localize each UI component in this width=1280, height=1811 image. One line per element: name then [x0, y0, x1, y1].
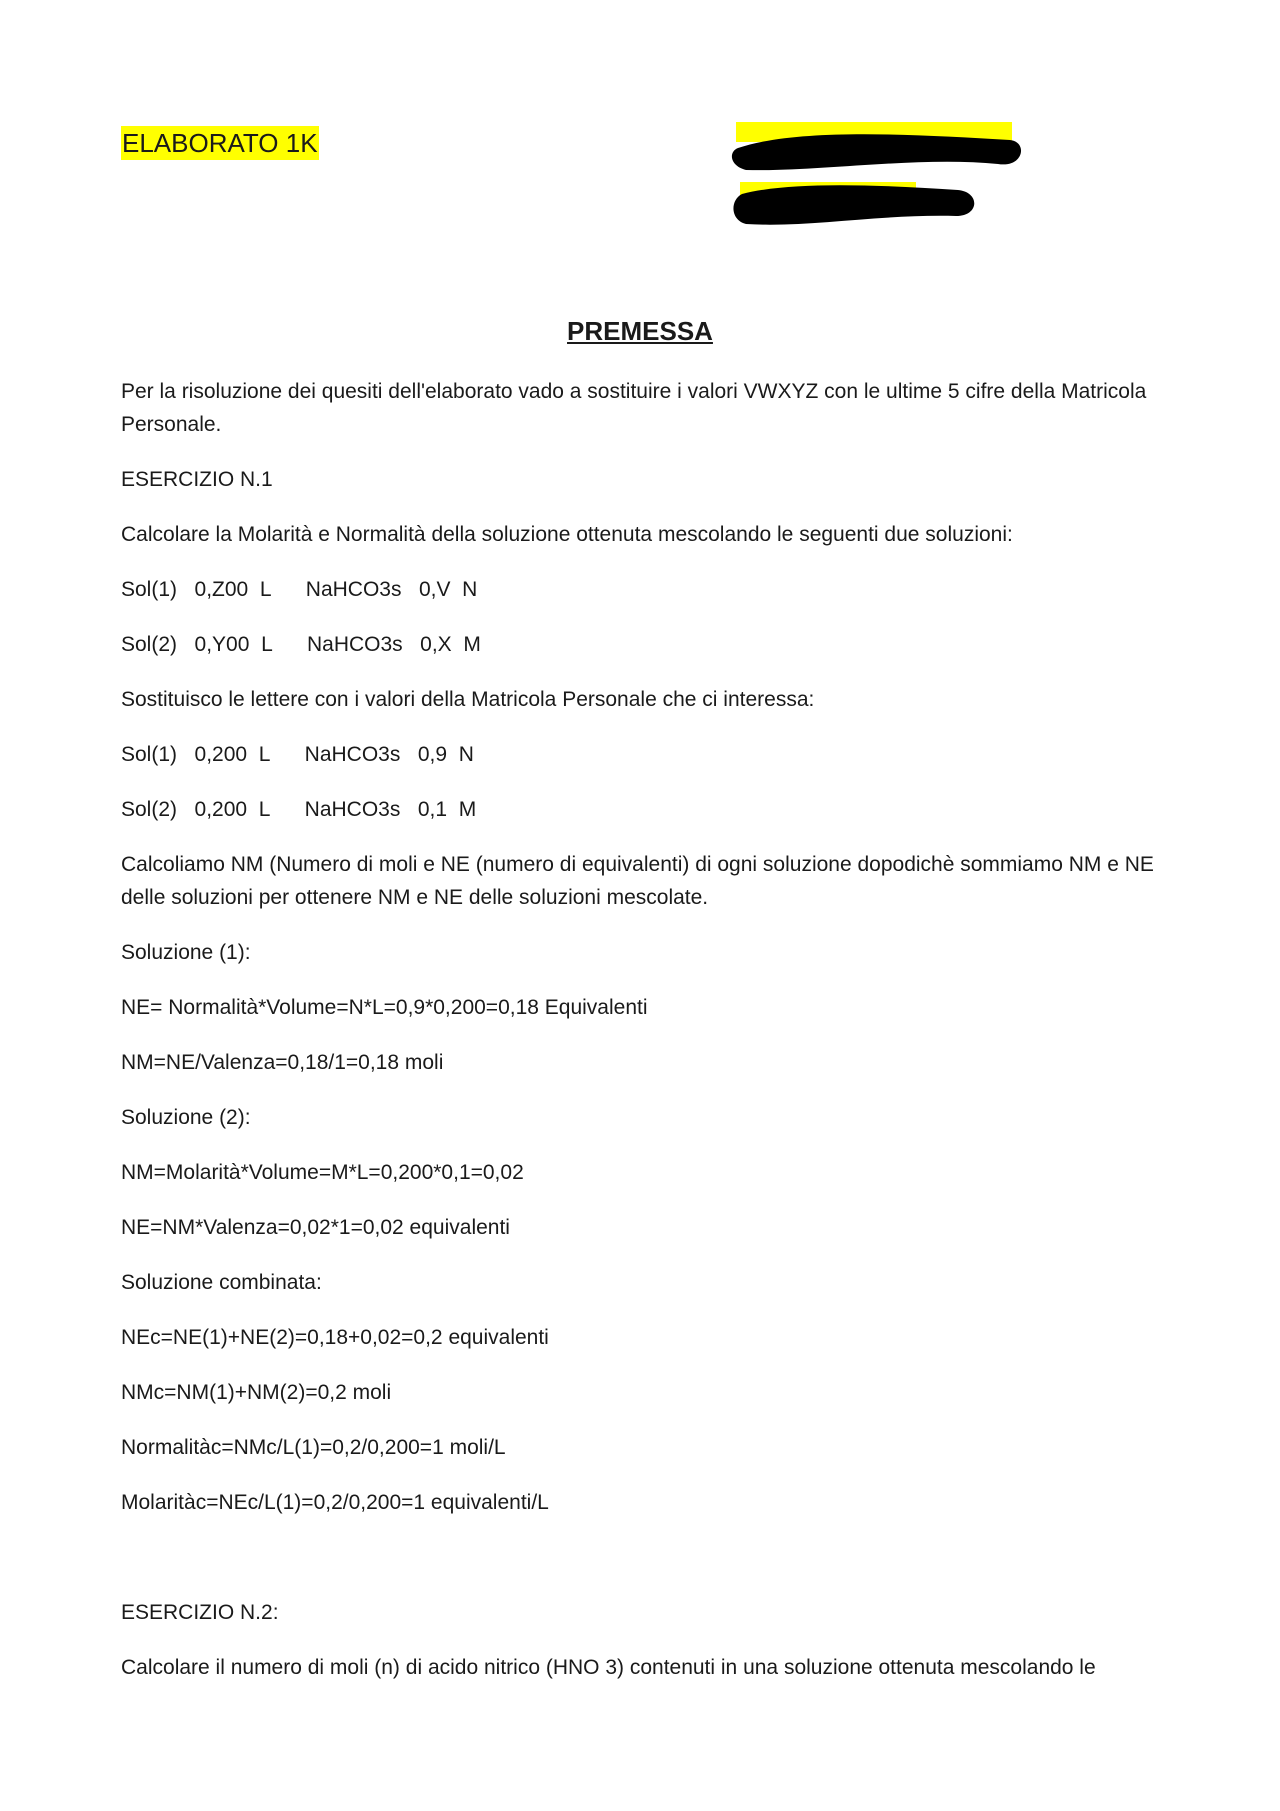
formula-line: NE=NM*Valenza=0,02*1=0,02 equivalenti: [121, 1216, 510, 1239]
substitution-note: Sostituisco le lettere con i valori della Matricola Personale che ci interessa:: [121, 688, 815, 711]
intro-paragraph: Per la risoluzione dei quesiti dell'elaborato vado a sostituire i valori VWXYZ con le ultime 5 cifre della Matricola Personale.: [121, 380, 1153, 436]
formula-line: NMc=NM(1)+NM(2)=0,2 moli: [121, 1381, 392, 1404]
formula-line: Normalitàc=NMc/L(1)=0,2/0,200=1 moli/L: [121, 1436, 506, 1459]
exercise-2-title: ESERCIZIO N.2:: [121, 1601, 279, 1624]
formula-line: NEc=NE(1)+NE(2)=0,18+0,02=0,2 equivalenti: [121, 1326, 549, 1349]
redaction-mark: [728, 116, 1030, 236]
document-body: [121, 375, 1181, 1706]
solution-1-values: Sol(1) 0,200 L NaHCO3s 0,9 N: [121, 743, 474, 766]
solution-1-label: Soluzione (1):: [121, 941, 251, 964]
formula-line: NM=Molarità*Volume=M*L=0,200*0,1=0,02: [121, 1161, 524, 1184]
formula-line: NM=NE/Valenza=0,18/1=0,18 moli: [121, 1051, 444, 1074]
formula-line: NE= Normalità*Volume=N*L=0,9*0,200=0,18 Equivalenti: [121, 996, 648, 1019]
solution-1-template: Sol(1) 0,Z00 L NaHCO3s 0,V N: [121, 578, 478, 601]
solution-2-values: Sol(2) 0,200 L NaHCO3s 0,1 M: [121, 798, 477, 821]
exercise-1-title: ESERCIZIO N.1: [121, 468, 273, 491]
combined-solution-label: Soluzione combinata:: [121, 1271, 322, 1294]
formula-line: Molaritàc=NEc/L(1)=0,2/0,200=1 equivalenti/L: [121, 1491, 549, 1514]
solution-2-label: Soluzione (2):: [121, 1106, 251, 1129]
exercise-1-statement: Calcolare la Molarità e Normalità della soluzione ottenuta mescolando le seguenti due soluzioni:: [121, 523, 1013, 546]
document-title: ELABORATO 1K: [122, 128, 318, 158]
solution-2-template: Sol(2) 0,Y00 L NaHCO3s 0,X M: [121, 633, 481, 656]
method-paragraph: Calcoliamo NM (Numero di moli e NE (numero di equivalenti) di ogni soluzione dopodichè sommiamo NM e NE delle soluzioni per ottenere NM e NE delle soluzioni mescolate.: [121, 853, 1160, 909]
exercise-2-statement: Calcolare il numero di moli (n) di acido nitrico (HNO 3) contenuti in una soluzione ottenuta mescolando le: [121, 1656, 1096, 1679]
section-heading: PREMESSA: [567, 316, 713, 346]
